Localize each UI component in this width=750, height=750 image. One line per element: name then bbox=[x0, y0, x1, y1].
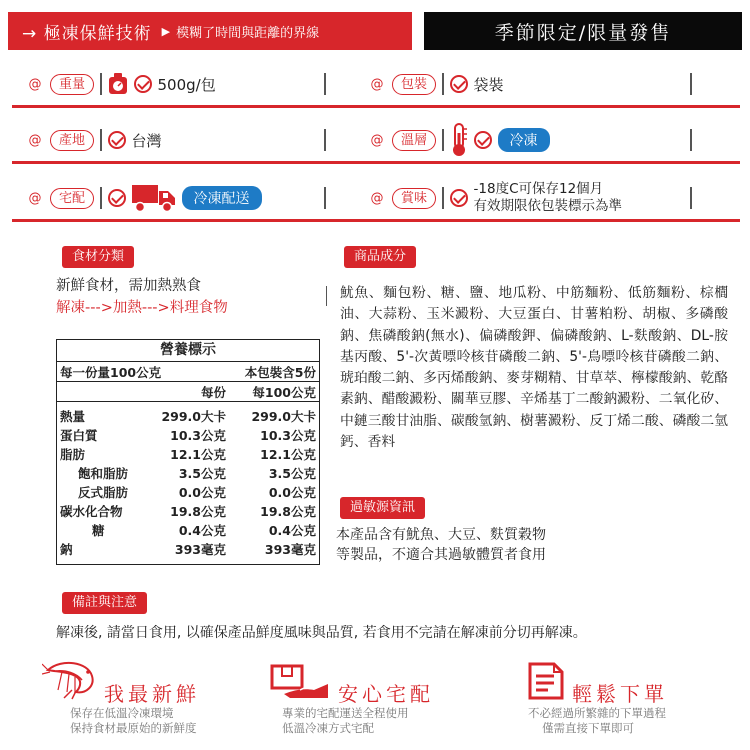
feature-freshness-line-1: 保存在低溫冷凍環境 bbox=[70, 706, 174, 720]
red-divider bbox=[12, 161, 740, 164]
allergen-line-1: 本產品含有魷魚、大豆、麩質穀物 bbox=[336, 527, 546, 543]
divider bbox=[324, 73, 326, 95]
check-icon bbox=[450, 189, 468, 207]
divider bbox=[324, 187, 326, 209]
nutrient-per-100g: 299.0大卡 bbox=[251, 408, 316, 424]
nutrition-table bbox=[56, 339, 320, 565]
weight-value: 500g/包 bbox=[157, 75, 216, 94]
at-icon: @ bbox=[370, 132, 384, 148]
nutrition-row bbox=[57, 425, 319, 444]
technology-subtitle: 模糊了時間與距離的界線 bbox=[176, 25, 320, 41]
truck-icon bbox=[132, 183, 176, 213]
serving-size: 每一份量100公克 bbox=[60, 364, 162, 380]
divider bbox=[690, 73, 692, 95]
nutrient-name: 糖 bbox=[92, 522, 105, 538]
nutrient-per-100g: 19.8公克 bbox=[260, 503, 316, 519]
divider bbox=[100, 187, 102, 209]
check-icon bbox=[474, 131, 492, 149]
food-line-1: 新鮮食材，需加熱熟食 bbox=[56, 278, 201, 294]
thermometer-icon bbox=[450, 123, 468, 157]
serving-row bbox=[57, 362, 319, 381]
food-category-label: 食材分類 bbox=[62, 246, 134, 268]
table-rule bbox=[57, 401, 319, 402]
feature-freshness bbox=[40, 660, 260, 740]
check-icon bbox=[134, 75, 152, 93]
nutrient-name: 脂肪 bbox=[60, 446, 86, 462]
feature-easy-order-line-2: 僅需直接下單即可 bbox=[542, 721, 634, 735]
feature-delivery-title: 安心宅配 bbox=[338, 682, 434, 706]
divider bbox=[326, 286, 327, 306]
at-icon: @ bbox=[28, 76, 42, 92]
divider bbox=[690, 129, 692, 151]
nutrient-per-serving: 3.5公克 bbox=[178, 465, 226, 481]
nutrient-per-100g: 393毫克 bbox=[264, 541, 316, 557]
nutrient-name: 蛋白質 bbox=[60, 427, 98, 443]
delivery-label: 宅配 bbox=[50, 188, 94, 209]
nutrient-name: 鈉 bbox=[60, 541, 73, 557]
nutrient-per-serving: 0.4公克 bbox=[178, 522, 226, 538]
divider bbox=[442, 73, 444, 95]
nutrition-row bbox=[57, 482, 319, 501]
at-icon: @ bbox=[370, 76, 384, 92]
nutrient-name: 飽和脂肪 bbox=[78, 465, 129, 481]
technology-title: → 極凍保鮮技術 bbox=[10, 14, 162, 48]
allergen-label: 過敏源資訊 bbox=[340, 497, 425, 519]
nutrient-per-100g: 12.1公克 bbox=[260, 446, 316, 462]
check-icon bbox=[108, 189, 126, 207]
divider bbox=[690, 187, 692, 209]
nutrient-per-100g: 0.4公克 bbox=[268, 522, 316, 538]
delivery-value: 冷凍配送 bbox=[182, 186, 262, 210]
nutrition-title: 營養標示 bbox=[160, 342, 216, 358]
nutrient-per-serving: 393毫克 bbox=[174, 541, 226, 557]
divider bbox=[442, 129, 444, 151]
nutrient-per-serving: 299.0大卡 bbox=[161, 408, 226, 424]
at-icon: @ bbox=[28, 132, 42, 148]
shelf-label: 賞味 bbox=[392, 188, 436, 209]
nutrition-row bbox=[57, 463, 319, 482]
feature-freshness-line-2: 保持食材最原始的新鮮度 bbox=[70, 721, 197, 735]
temperature-label: 溫層 bbox=[392, 130, 436, 151]
order-form-icon bbox=[528, 662, 564, 700]
check-icon bbox=[450, 75, 468, 93]
column-header-row bbox=[57, 382, 319, 401]
nutrition-row bbox=[57, 444, 319, 463]
feature-easy-order bbox=[528, 660, 740, 740]
feature-easy-order-title: 輕鬆下單 bbox=[572, 682, 668, 706]
divider bbox=[324, 129, 326, 151]
scale-icon bbox=[108, 73, 128, 95]
spec-row-origin-temperature bbox=[12, 120, 740, 164]
shelf-value bbox=[474, 181, 623, 215]
feature-delivery-line-1: 專業的宅配運送全程使用 bbox=[282, 706, 409, 720]
technology-banner bbox=[8, 12, 412, 50]
notes-label: 備註與注意 bbox=[62, 592, 147, 614]
divider bbox=[100, 73, 102, 95]
shelf-line-1: -18度C可保存12個月 bbox=[473, 181, 604, 197]
origin-label: 產地 bbox=[50, 130, 94, 151]
nutrient-per-serving: 10.3公克 bbox=[170, 427, 226, 443]
servings-per-pack: 本包裝含5份 bbox=[244, 364, 316, 380]
feature-freshness-title: 我最新鮮 bbox=[104, 682, 200, 706]
ingredients-text: 魷魚、麵包粉、糖、鹽、地瓜粉、中筋麵粉、低筋麵粉、棕櫚油、大蒜粉、玉米澱粉、大豆蛋白、甘薯粕粉、胡椒、多磷酸鈉、焦磷酸鈉(無水)、偏磷酸鉀、偏磷酸鈉、L-麩酸鈉、DL-胺基丙酸、5'-次黃嘌呤核苷磷酸二鈉、5'-鳥嘌呤核苷磷酸二鈉、琥珀酸二鈉、多丙烯酸鈉、麥芽糊精、甘草萃、檸檬酸鈉、乾酪素鈉、醋酸澱粉、關華豆膠、辛烯基丁二酸鈉澱粉、二氧化矽、中鏈三酸甘油脂、碳酸氫鈉、樹薯澱粉、反丁烯二酸、磷酸二氫鈣、香料 bbox=[340, 285, 728, 451]
temperature-value: 冷凍 bbox=[498, 128, 550, 152]
nutrient-name: 熱量 bbox=[60, 408, 86, 424]
nutrition-row bbox=[57, 520, 319, 539]
nutrition-row bbox=[57, 539, 319, 558]
at-icon: @ bbox=[370, 190, 384, 206]
ingredients-label: 商品成分 bbox=[344, 246, 416, 268]
red-divider bbox=[12, 105, 740, 108]
triangle-right-icon: ▶ bbox=[161, 24, 171, 38]
nutrient-per-100g: 3.5公克 bbox=[268, 465, 316, 481]
limited-edition-banner: 季節限定/限量發售 bbox=[424, 12, 742, 50]
divider bbox=[442, 187, 444, 209]
origin-value: 台灣 bbox=[131, 131, 162, 150]
feature-delivery bbox=[270, 660, 490, 740]
shelf-line-2: 有效期限依包裝標示為準 bbox=[473, 198, 623, 214]
nutrient-name: 碳水化合物 bbox=[60, 503, 123, 519]
nutrient-per-100g: 10.3公克 bbox=[260, 427, 316, 443]
food-line-2: 解凍--->加熱--->料理食物 bbox=[56, 300, 228, 316]
nutrition-row bbox=[57, 501, 319, 520]
spec-row-weight-package bbox=[12, 64, 740, 108]
nutrition-row bbox=[57, 406, 319, 425]
red-divider bbox=[12, 219, 740, 222]
nutrient-per-serving: 19.8公克 bbox=[170, 503, 226, 519]
nutrient-per-serving: 0.0公克 bbox=[178, 484, 226, 500]
at-icon: @ bbox=[28, 190, 42, 206]
column-per-serving: 每份 bbox=[200, 384, 226, 400]
nutrient-per-100g: 0.0公克 bbox=[268, 484, 316, 500]
weight-label: 重量 bbox=[50, 74, 94, 95]
note-text: 解凍後, 請當日食用, 以確保產品鮮度風味與品質, 若食用不完請在解凍前分切再解凍。 bbox=[56, 625, 587, 641]
delivery-box-icon bbox=[270, 664, 330, 700]
technology-subtitle-wrap bbox=[162, 14, 410, 48]
allergen-text bbox=[336, 525, 546, 565]
divider bbox=[100, 129, 102, 151]
package-label: 包裝 bbox=[392, 74, 436, 95]
package-value: 袋裝 bbox=[473, 75, 504, 94]
feature-easy-order-line-1: 不必經過所繁雜的下單過程 bbox=[528, 706, 666, 720]
check-icon bbox=[108, 131, 126, 149]
nutrient-name: 反式脂肪 bbox=[78, 484, 129, 500]
spec-row-delivery-shelf bbox=[12, 178, 740, 222]
nutrition-rows bbox=[57, 406, 319, 558]
column-per-100g: 每100公克 bbox=[252, 384, 316, 400]
nutrient-per-serving: 12.1公克 bbox=[170, 446, 226, 462]
shrimp-icon bbox=[42, 660, 100, 700]
feature-delivery-line-2: 低溫冷凍方式宅配 bbox=[282, 721, 374, 735]
allergen-line-2: 等製品，不適合其過敏體質者食用 bbox=[336, 547, 546, 563]
